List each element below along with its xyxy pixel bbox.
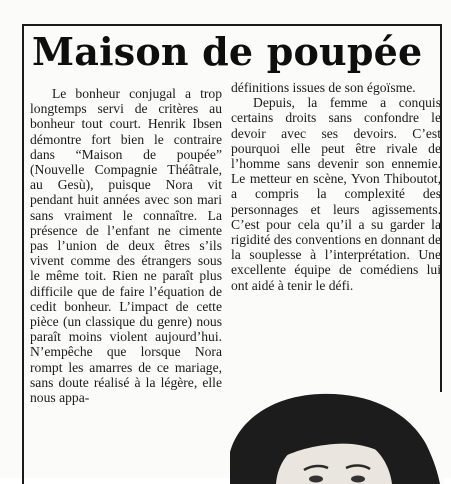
right-column-paragraph-1: définitions issues de son égoïsme.: [231, 80, 416, 95]
article-headline: Maison de poupée: [32, 29, 423, 74]
article-column-left: [30, 86, 222, 405]
left-column-text: Le bonheur conjugal a trop longtemps servi de critères au bonheur tout court. Henrik Ibsen démontre fort bien le contraire dans “Maison de poupée” (Nouvelle Compagnie Théâtrale, au Gesù), puisque Nora vit pendant huit années avec son mari sans vraiment le connaître. La présence de l’enfant ne cimente pas l’union de deux êtres s’ils vivent comme des étrangers sous le même toit. Rien ne paraît plus difficile que de faire l’équation de cedit bonheur. L’impact de cette pièce (un classique du genre) nous paraît moins violent aujourd’hui. N’empêche que lorsque Nora rompt les amarres de ce mariage, sans doute réalisé à la légère, elle nous appa-: [30, 86, 222, 406]
right-column-paragraph-2: Depuis, la femme a conquis certains droits sans confondre le devoir avec ses devoirs. C’est pourquoi elle peut être rivale de l’homme sans devenir son ennemie. Le metteur en scène, Yvon Thiboutot, a compris la complexité des personnages et leurs agissements. C’est pour cela qu’il a su garder la rigidité des conventions en donnant de la souplesse à l’interprétation. Une excellente équipe de comédiens lui ont aidé à tenir le défi.: [231, 95, 441, 293]
article-column-right: [231, 80, 441, 293]
actress-photo: [230, 392, 444, 484]
